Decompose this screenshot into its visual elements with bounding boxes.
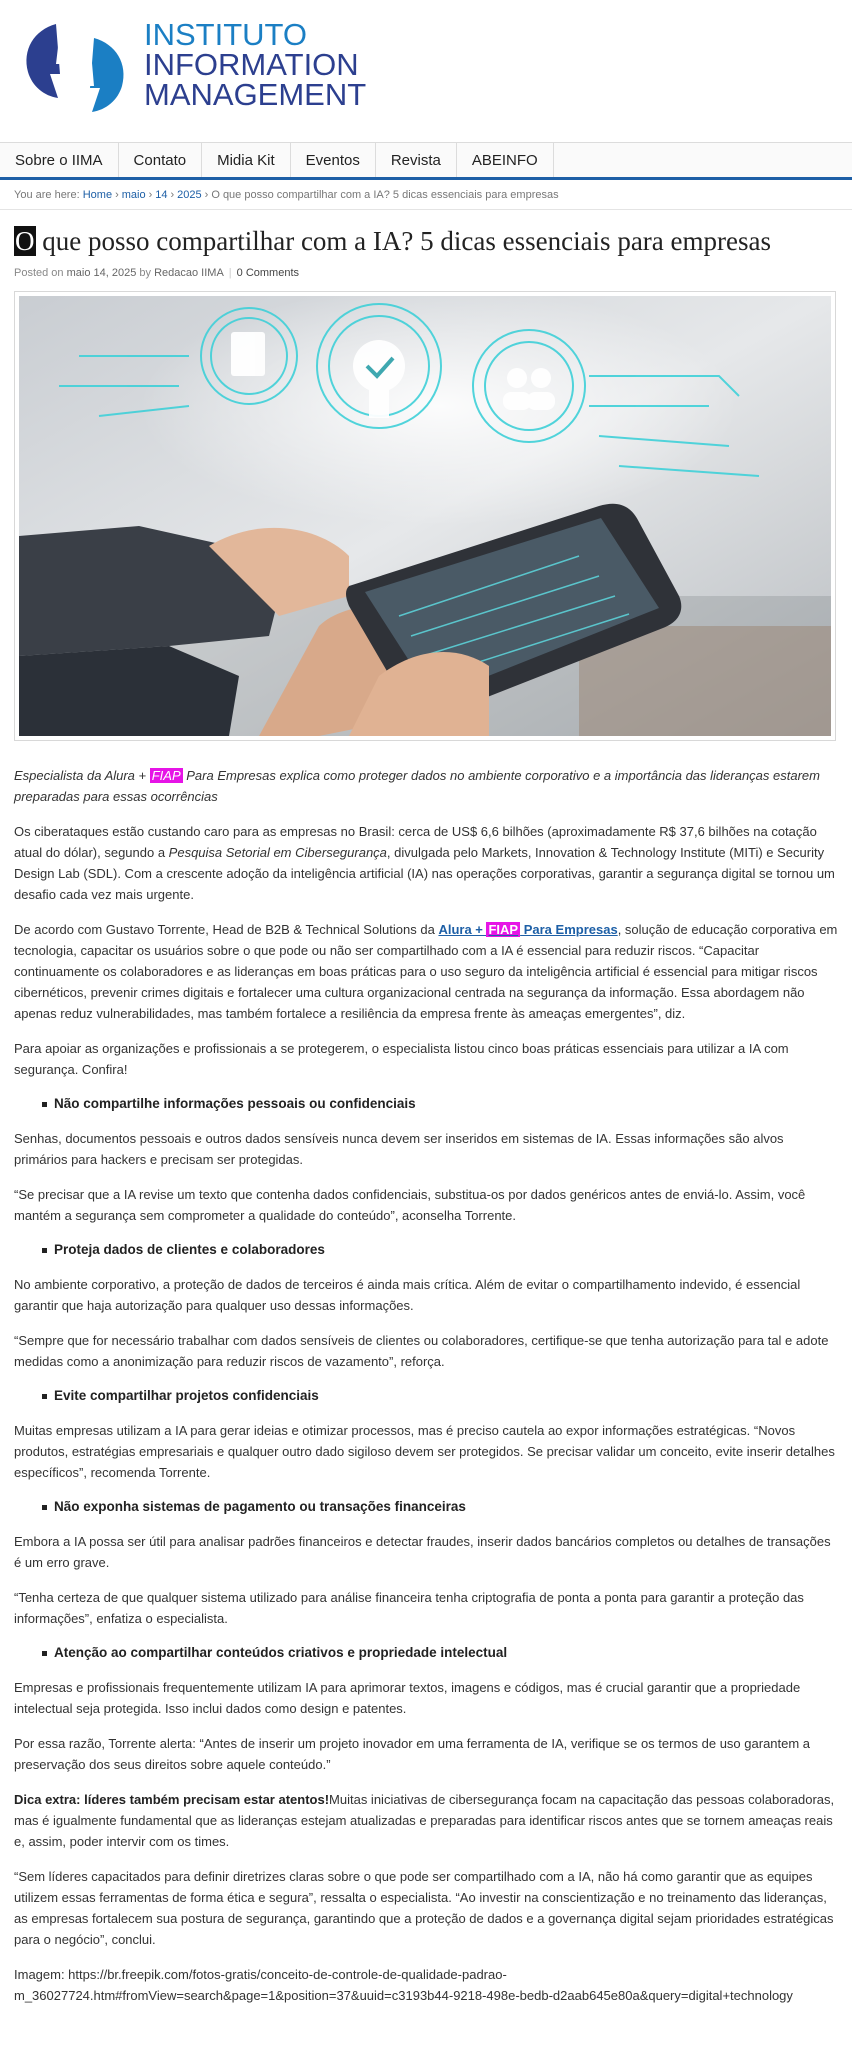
extra-tip-label: Dica extra: líderes também precisam estar atentos! xyxy=(14,1792,330,1807)
title-first-letter: O xyxy=(15,226,35,256)
featured-image-graphic xyxy=(19,296,831,736)
title-text: que posso compartilhar com a IA? 5 dicas essenciais para empresas xyxy=(35,226,771,256)
paragraph-11: Empresas e profissionais frequentemente utilizam IA para aprimorar textos, imagens e códigos, mas é crucial garantir que a propriedade intelectual seja protegida. Isso inclui dados como design e patentes. xyxy=(14,1680,801,1716)
survey-name: Pesquisa Setorial em Cibersegurança xyxy=(168,845,387,860)
list-item: Não compartilhe informações pessoais ou confidenciais xyxy=(44,1094,838,1114)
breadcrumb-home[interactable]: Home xyxy=(82,189,113,201)
breadcrumb-month[interactable]: maio xyxy=(121,189,146,201)
paragraph-8: Muitas empresas utilizam a IA para gerar ideias e otimizar processos, mas é preciso cautela ao expor informações estratégicas. “Novos produtos, estratégias empresariais e qualquer outro dado sigiloso devem ser protegidos. Se precisar validar um conceito, evite inserir detalhes específicos”, recomenda Torrente. xyxy=(14,1423,835,1480)
post-author[interactable]: Redacao IIMA xyxy=(154,267,224,279)
paragraph-5: “Se precisar que a IA revise um texto que contenha dados confidenciais, substitua-os por dados genéricos antes de enviá-lo. Assim, você mantém a segurança sem comprometer a qualidade do conteúdo”, aconselha Torrente. xyxy=(14,1187,806,1223)
page-title xyxy=(14,226,838,257)
meta-divider: | xyxy=(228,267,232,279)
list-item: Proteja dados de clientes e colaboradores xyxy=(44,1240,838,1260)
paragraph-3: Para apoiar as organizações e profissionais a se protegerem, o especialista listou cinco boas práticas essenciais para utilizar a IA com segurança. Confira! xyxy=(14,1041,789,1077)
tip-heading-3 xyxy=(14,1386,838,1406)
tip-heading-4 xyxy=(14,1497,838,1517)
breadcrumb-separator: › xyxy=(115,189,119,201)
logo-line2: INFORMATION xyxy=(144,47,359,82)
caption-highlight: FIAP xyxy=(151,768,181,783)
logo-line3: MANAGEMENT xyxy=(144,77,367,112)
breadcrumb-separator: › xyxy=(148,189,153,201)
company-link-text: Alura + xyxy=(438,922,487,937)
image-credit: Imagem: https://br.freepik.com/fotos-gratis/conceito-de-controle-de-qualidade-padrao-m_36027724.htm#fromView=search&page=1&position=37&uuid=c3193b44-9218-498e-bedb-d2aab645e80a&query=digital+technology xyxy=(14,1967,793,2003)
breadcrumb-separator: › xyxy=(204,189,209,201)
site-header xyxy=(0,0,852,142)
article xyxy=(0,210,852,2006)
nav-item-contato[interactable]: Contato xyxy=(119,143,203,177)
tip-heading-1 xyxy=(14,1094,838,1114)
paragraph-1 xyxy=(14,821,838,905)
logo-line1: INSTITUTO xyxy=(144,17,308,52)
company-link-highlight: FIAP xyxy=(488,922,519,937)
paragraph-12: Por essa razão, Torrente alerta: “Antes de inserir um projeto inovador em uma ferramenta de IA, verifique se os termos de uso garantem a preservação dos seus direitos sobre aquele conteúdo.” xyxy=(14,1736,811,1772)
post-date[interactable]: maio 14, 2025 xyxy=(66,267,137,279)
logo-wordmark xyxy=(144,17,367,112)
paragraph-7: “Sempre que for necessário trabalhar com dados sensíveis de clientes ou colaboradores, certifique-se que tenha autorização para tal e adote medidas como a anonimização para reduzir riscos de vazamento”, reforça. xyxy=(14,1333,829,1369)
paragraph-4: Senhas, documentos pessoais e outros dados sensíveis nunca devem ser inseridos em sistemas de IA. Essas informações são alvos primários para hackers e precisam ser protegidas. xyxy=(14,1131,784,1167)
image-caption xyxy=(14,765,838,807)
company-link-text: Para Empresas xyxy=(520,922,618,937)
nav-item-eventos[interactable]: Eventos xyxy=(291,143,376,177)
caption-text-start: Especialista da Alura + xyxy=(14,768,150,783)
post-meta xyxy=(14,267,838,279)
nav-item-sobre[interactable]: Sobre o IIMA xyxy=(0,143,119,177)
breadcrumb-separator: › xyxy=(170,189,175,201)
site-logo[interactable] xyxy=(20,17,367,116)
paragraph-10: “Tenha certeza de que qualquer sistema utilizado para análise financeira tenha criptografia de ponta a ponta para garantir a proteção das informações”, enfatiza o especialista. xyxy=(14,1590,804,1626)
posted-on-label: Posted on xyxy=(14,267,64,279)
breadcrumb-year[interactable]: 2025 xyxy=(177,189,202,201)
paragraph-2 xyxy=(14,919,838,1024)
tip-heading-2 xyxy=(14,1240,838,1260)
caption-text-end: Para Empresas explica como proteger dados no ambiente corporativo e a importância das lideranças estarem preparadas para essas ocorrências xyxy=(14,768,820,804)
nav-item-revista[interactable]: Revista xyxy=(376,143,457,177)
paragraph-9: Embora a IA possa ser útil para analisar padrões financeiros e detectar fraudes, inserir dados bancários completos ou detalhes de transações é um erro grave. xyxy=(14,1534,831,1570)
breadcrumb-current: O que posso compartilhar com a IA? 5 dicas essenciais para empresas xyxy=(211,189,559,201)
paragraph-14: “Sem líderes capacitados para definir diretrizes claras sobre o que pode ser compartilhado com a IA, não há como garantir que as equipes utilizem essas ferramentas de forma ética e segura”, ressalta o especialista. “Ao investir na conscientização e no treinamento das lideranças, as empresas fortalecem sua postura de segurança, garantindo que a proteção de dados e a governança digital sejam prioridades estratégicas para o negócio”, conclui. xyxy=(14,1869,834,1947)
tip-heading-5 xyxy=(14,1643,838,1663)
list-item: Evite compartilhar projetos confidenciais xyxy=(44,1386,838,1406)
paragraph-text: De acordo com Gustavo Torrente, Head de B2B & Technical Solutions da xyxy=(14,922,439,937)
list-item: Atenção ao compartilhar conteúdos criativos e propriedade intelectual xyxy=(44,1643,838,1663)
breadcrumb-day[interactable]: 14 xyxy=(155,189,168,201)
list-item: Não exponha sistemas de pagamento ou transações financeiras xyxy=(44,1497,838,1517)
by-label: by xyxy=(139,267,152,279)
featured-image xyxy=(14,291,836,741)
paragraph-text: Os ciberataques estão custando caro para as empresas no Brasil: cerca de US$ 6,6 bilhões (aproximadamente R$ 37,6 bilhões na cotação atual do dólar), segundo a xyxy=(14,824,817,860)
comments-link[interactable]: 0 Comments xyxy=(236,267,299,279)
paragraph-6: No ambiente corporativo, a proteção de dados de terceiros é ainda mais crítica. Além de evitar o compartilhamento indevido, é essencial garantir que haja autorização para qualquer uso dessas informações. xyxy=(14,1277,801,1313)
paragraph-text: , solução de educação corporativa em tecnologia, capacitar os usuários sobre o que pode ou não ser compartilhado com a IA é essencial para reduzir riscos. “Capacitar continuamente os colaboradores e as lideranças em boas práticas para o uso seguro da inteligência artificial é essencial para mitigar riscos cibernéticos, prevenir crimes digitais e fortalecer uma cultura organizacional centrada na segurança da informação. Essa abordagem não apenas reduz vulnerabilidades, mas também fortalece a resiliência da empresa frente às ameaças emergentes”, diz. xyxy=(14,922,838,1021)
paragraph-text: , divulgada pelo Markets, Innovation & Technology Institute (MITi) e Security Design Lab (SDL). Com a crescente adoção da inteligência artificial (IA) nas operações corporativas, garantir a segurança digital se tornou um desafio cada vez mais urgente. xyxy=(14,845,835,902)
nav-item-abeinfo[interactable]: ABEINFO xyxy=(457,143,554,177)
main-nav xyxy=(0,142,852,180)
company-link[interactable] xyxy=(438,922,617,937)
paragraph-text: Muitas iniciativas de cibersegurança focam na capacitação das pessoas colaboradoras, mas é igualmente fundamental que as lideranças estejam atualizadas e preparadas para identificar riscos antes que se tornem ameaças reais e, assim, poder intervir com os times. xyxy=(14,1792,835,1849)
logo-mark-icon xyxy=(20,20,134,116)
breadcrumb-prefix: You are here: xyxy=(14,189,80,201)
paragraph-13 xyxy=(14,1789,838,1852)
breadcrumb xyxy=(0,180,852,210)
nav-item-midia-kit[interactable]: Midia Kit xyxy=(202,143,291,177)
